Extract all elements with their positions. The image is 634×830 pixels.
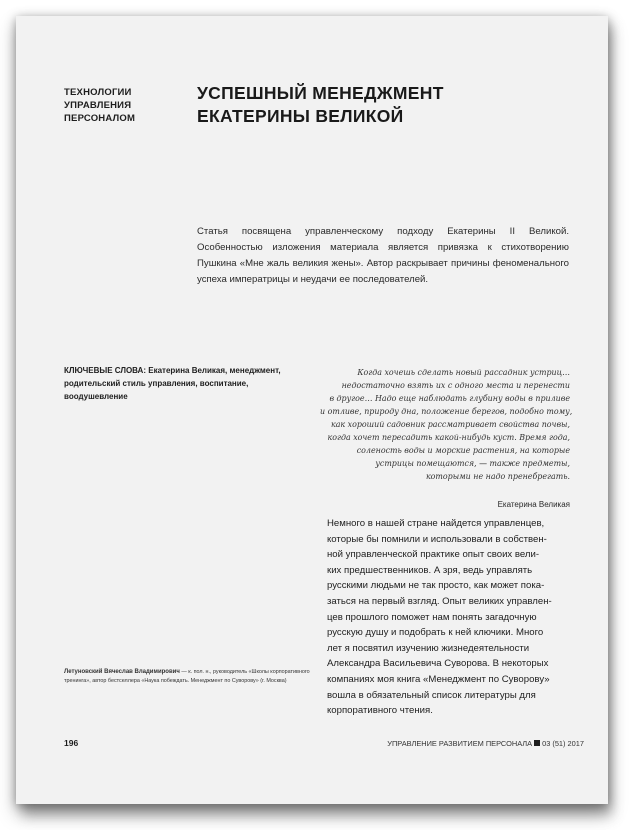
epigraph-line: и отливе, природу дна, положение берегов, подобно тому, (320, 407, 573, 416)
body-line: компаниях моя книга «Менеджмент по Суворову» (327, 673, 550, 685)
author-note (64, 668, 314, 686)
article-title: УСПЕШНЫЙ МЕНЕДЖМЕНТ ЕКАТЕРИНЫ ВЕЛИКОЙ (197, 83, 444, 126)
journal-issue: 03 (51) 2017 (542, 739, 584, 748)
epigraph-line: устрицы помещаются, — также предметы, (375, 459, 570, 468)
epigraph-line: соленость воды и морские растения, на которые (356, 446, 570, 455)
body-line: цев прошлого поможет нам понять загадочную (327, 611, 537, 623)
square-bullet-icon (534, 740, 540, 746)
body-line: корпоративного чтения. (327, 705, 433, 717)
epigraph (320, 366, 573, 483)
journal-name: УПРАВЛЕНИЕ РАЗВИТИЕМ ПЕРСОНАЛА (387, 739, 533, 748)
body-line: Немного в нашей стране найдется управленцев, (327, 518, 545, 529)
body-line: заться на первый взгляд. Опыт великих управлен- (327, 595, 552, 607)
page-number: 196 (64, 738, 79, 748)
keywords (64, 364, 304, 403)
epigraph-line: Когда хочешь сделать новый рассадник устриц… (357, 368, 570, 377)
epigraph-line: когда хочет пересадить какой-нибудь куст. Время года, (327, 433, 570, 442)
body-line: ких предшественников. А зря, ведь управлять (327, 564, 533, 576)
section-label: ТЕХНОЛОГИИ УПРАВЛЕНИЯ ПЕРСОНАЛОМ (64, 87, 136, 124)
body-line: вошла в обязательный список литературы для (327, 689, 536, 701)
article-body (327, 516, 572, 719)
body-line: ной управленческой практике опыт своих вели- (327, 549, 540, 561)
keywords-label: КЛЮЧЕВЫЕ СЛОВА: (64, 366, 146, 375)
body-line: русскими людьми не так просто, как может пока- (327, 580, 545, 592)
epigraph-line: недостаточно взять их с одного места и перенести (341, 381, 570, 390)
epigraph-line: как хороший садовник рассматривает свойства почвы, (331, 420, 570, 429)
body-line: Александра Васильевича Суворова. В некоторых (327, 658, 549, 670)
body-line: лет я посвятил изучению жизнедеятельности (327, 642, 530, 654)
body-line: русскую душу и подобрать к ней ключики. Много (327, 627, 544, 639)
author-name: Летуновский Вячеслав Владимирович (64, 669, 180, 675)
article-lead: Статья посвящена управленческому подходу Екатерины II Великой. Особенностью изложения материала является привязка к стихотворению Пушкина «Мне жаль великия жены». Автор раскрывает причины феноменального успеха императрицы и неудачи ее последователей. (197, 226, 569, 285)
epigraph-author: Екатерина Великая (497, 500, 570, 509)
keywords-text: Екатерина Великая, менеджмент, родительский стиль управления, воспитание, воодушевление (64, 366, 281, 401)
epigraph-line: в другое… Надо еще наблюдать глубину воды в приливе (329, 394, 570, 403)
body-line: которые бы помнили и использовали в собствен- (327, 533, 547, 545)
footer-journal (387, 739, 584, 748)
epigraph-line: которыми не надо пренебрегать. (425, 472, 570, 481)
author-description: — к. пол. н., руководитель «Школы корпоративного тренинга», автор бестселлера «Наука побеждать. Менеджмент по Суворову» (г. Москва) (64, 669, 310, 684)
